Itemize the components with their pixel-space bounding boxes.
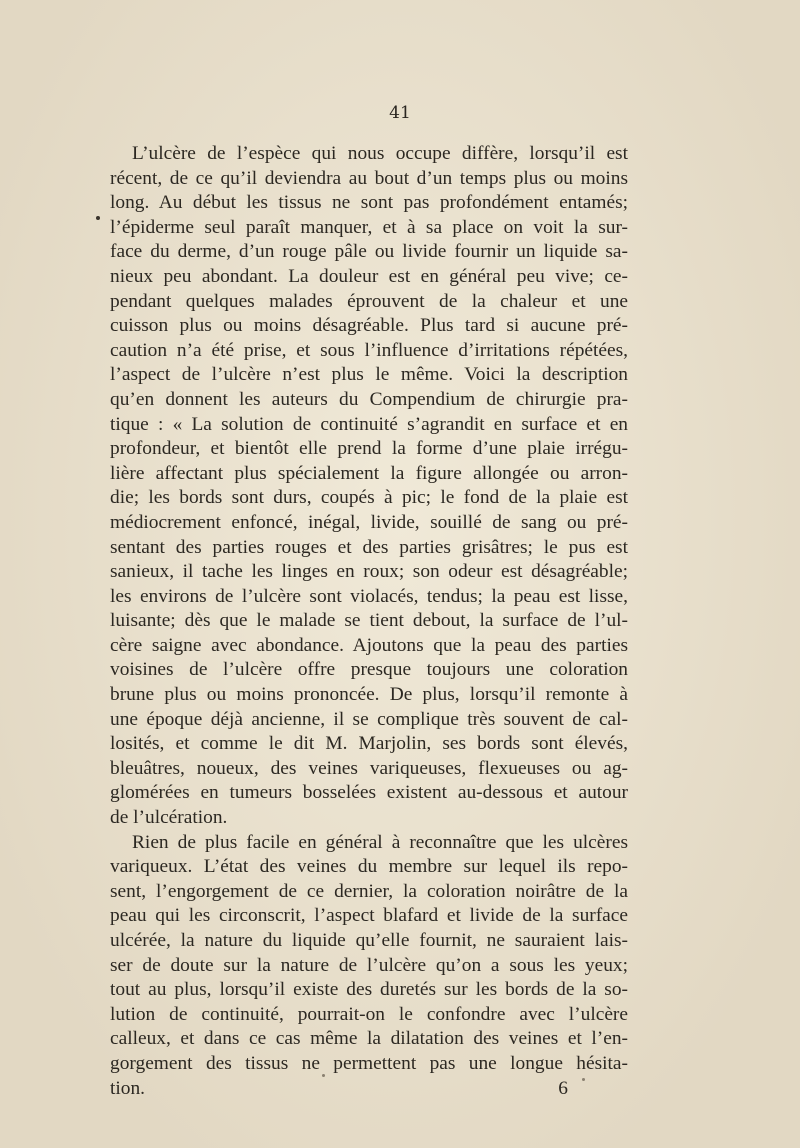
text-line: caution n’a été prise, et sous l’influence d’irritations répétées,: [110, 339, 628, 361]
text-line: bleuâtres, noueux, des veines variqueuses, flexueuses ou ag-: [110, 757, 628, 779]
text-line: sent, l’engorgement de ce dernier, la coloration noirâtre de la: [110, 880, 628, 902]
text-line: sanieux, il tache les linges en roux; son odeur est désagréable;: [110, 561, 628, 583]
text-line: tion.: [110, 1077, 146, 1099]
text-line: l’épiderme seul paraît manquer, et à sa place on voit la sur-: [110, 216, 628, 238]
text-line: peau qui les circonscrit, l’aspect blafard et livide de la surface: [110, 905, 628, 927]
text-line: les environs de l’ulcère sont violacés, tendus; la peau est lisse,: [110, 585, 628, 607]
text-line: gorgement des tissus ne permettent pas une longue hésita-: [110, 1052, 628, 1074]
text-line: luisante; dès que le malade se tient debout, la surface de l’ul-: [110, 610, 628, 632]
body-text: [110, 142, 628, 1101]
text-line: tout au plus, lorsqu’il existe des duretés sur les bords de la so-: [110, 979, 628, 1001]
page-number: 41: [389, 103, 411, 123]
text-line: face du derme, d’un rouge pâle ou livide fournir un liquide sa-: [110, 241, 628, 263]
paragraph-1: [110, 142, 628, 831]
margin-ink-mark: [96, 216, 100, 220]
text-line: pendant quelques malades éprouvent de la chaleur et une: [110, 290, 628, 312]
text-line: ser de doute sur la nature de l’ulcère qu’on a sous les yeux;: [110, 954, 628, 976]
text-line: sentant des parties rouges et des parties grisâtres; le pus est: [110, 536, 628, 558]
text-line: tique : « La solution de continuité s’agrandit en surface et en: [110, 413, 628, 435]
text-line: récent, de ce qu’il deviendra au bout d’un temps plus ou moins: [110, 167, 628, 189]
text-line: cère saigne avec abondance. Ajoutons que la peau des parties: [110, 634, 628, 656]
paragraph-2: [110, 831, 628, 1102]
text-line: l’aspect de l’ulcère n’est plus le même. Voici la description: [110, 364, 628, 386]
text-line: qu’en donnent les auteurs du Compendium de chirurgie pra-: [110, 388, 628, 410]
text-line: long. Au début les tissus ne sont pas profondément entamés;: [110, 192, 628, 214]
text-line: voisines de l’ulcère offre presque toujours une coloration: [110, 659, 628, 681]
signature-mark: 6: [558, 1077, 568, 1099]
text-line: de l’ulcération.: [110, 807, 228, 829]
text-line: calleux, et dans ce cas même la dilatation des veines et l’en-: [110, 1028, 628, 1050]
text-line: variqueux. L’état des veines du membre sur lequel ils repo-: [110, 856, 628, 878]
text-line: brune plus ou moins prononcée. De plus, lorsqu’il remonte à: [110, 684, 628, 706]
text-line: L’ulcère de l’espèce qui nous occupe diffère, lorsqu’il est: [132, 143, 628, 164]
text-line: ulcérée, la nature du liquide qu’elle fournit, ne sauraient lais-: [110, 930, 628, 951]
text-line: médiocrement enfoncé, inégal, livide, souillé de sang ou pré-: [110, 511, 628, 533]
text-line: profondeur, et bientôt elle prend la forme d’une plaie irrégu-: [110, 438, 628, 460]
text-line: glomérées en tumeurs bosselées existent au-dessous et autour: [110, 782, 628, 804]
text-line: lution de continuité, pourrait-on le confondre avec l’ulcère: [110, 1003, 628, 1025]
text-line: nieux peu abondant. La douleur est en général peu vive; ce-: [110, 265, 628, 287]
text-line: une époque déjà ancienne, il se complique très souvent de cal-: [110, 708, 628, 730]
text-line: cuisson plus ou moins désagréable. Plus tard si aucune pré-: [110, 315, 628, 337]
text-line: losités, et comme le dit M. Marjolin, ses bords sont élevés,: [110, 733, 628, 755]
text-line: die; les bords sont durs, coupés à pic; le fond de la plaie est: [110, 487, 628, 509]
text-line: lière affectant plus spécialement la figure allongée ou arron-: [110, 462, 628, 484]
last-line-row: [110, 1077, 628, 1102]
text-line: Rien de plus facile en général à reconnaître que les ulcères: [132, 831, 628, 853]
